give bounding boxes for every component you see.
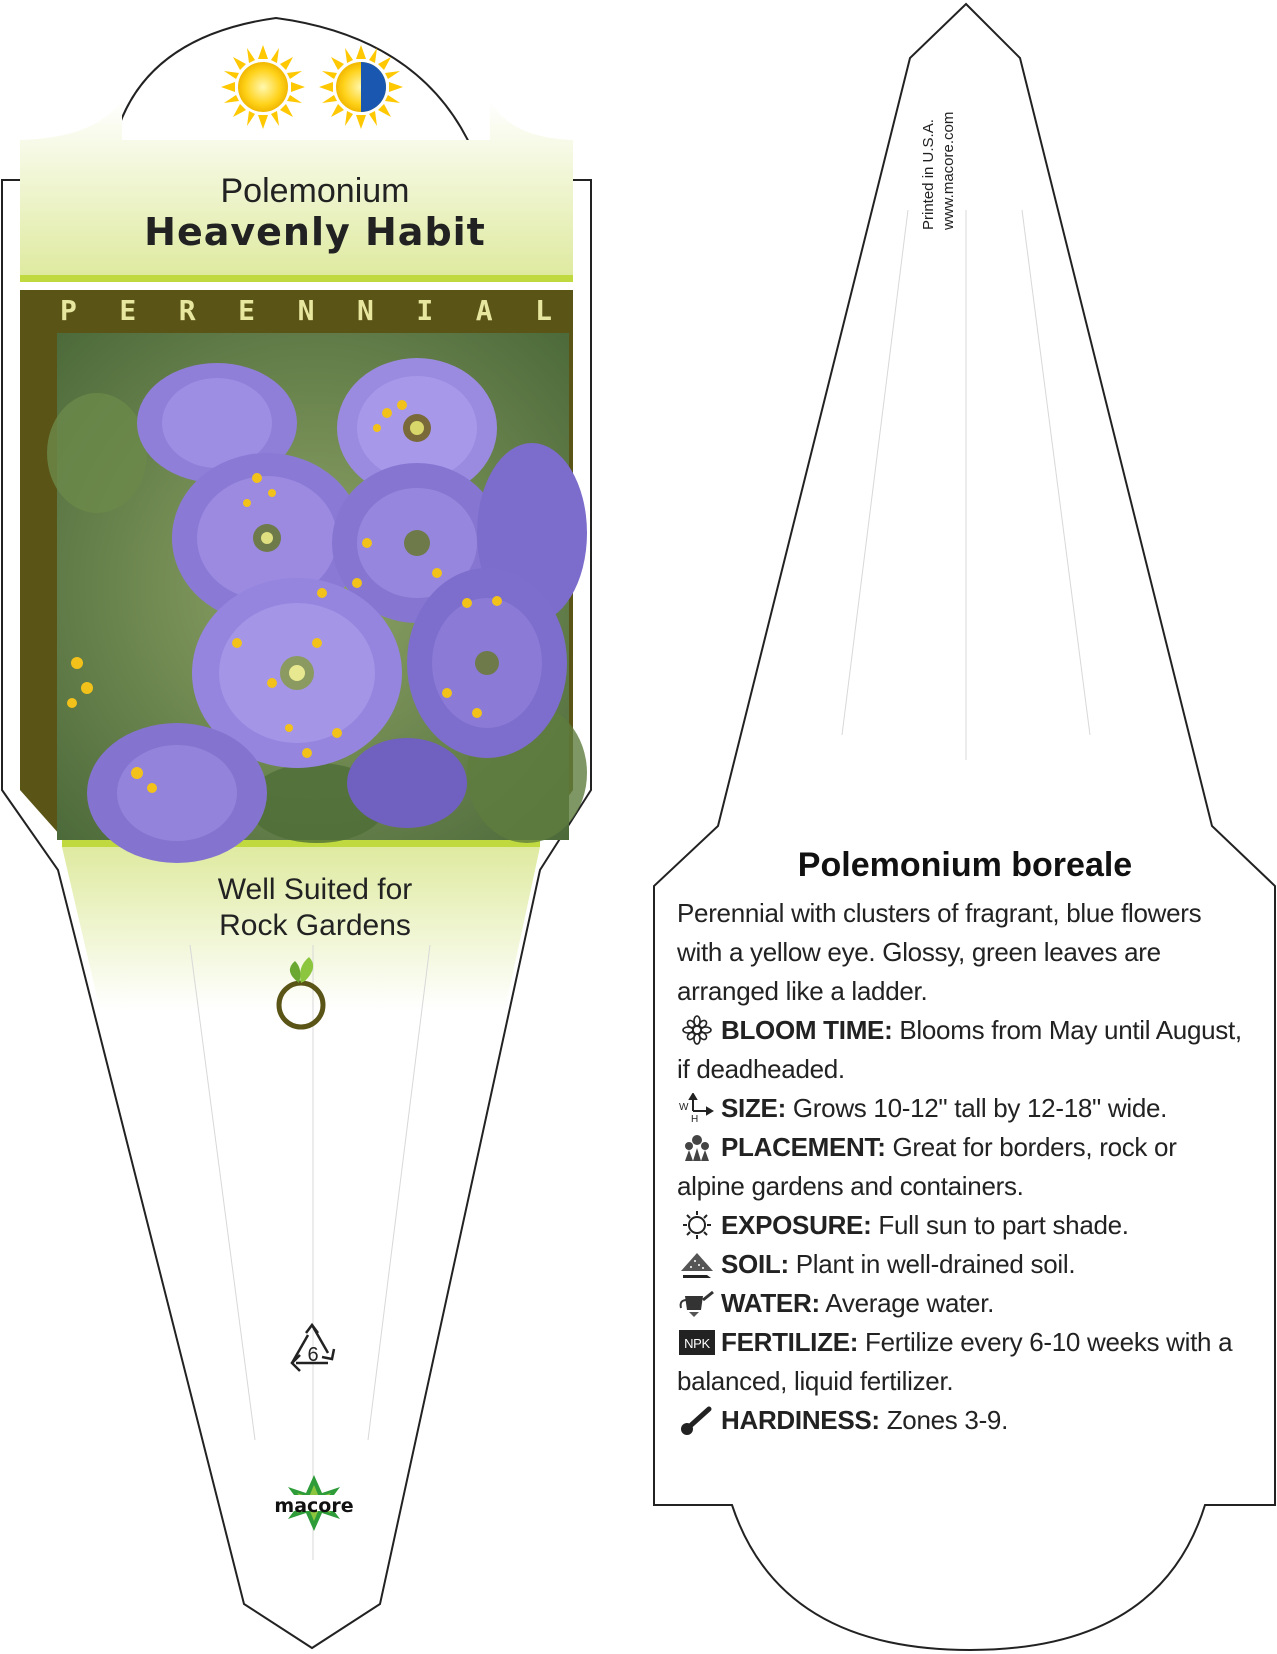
header-rule [20, 275, 573, 282]
care-text: Great for borders, rock or alpine gardens and containers. [677, 1132, 1177, 1201]
care-label: BLOOM TIME: [721, 1015, 893, 1045]
part-shade-icon [319, 45, 403, 129]
care-row-fertilize [677, 1323, 1247, 1401]
care-row-bloom [677, 1011, 1247, 1089]
tagline-line: Well Suited for [217, 873, 413, 906]
care-label: WATER: [721, 1288, 820, 1318]
care-label: HARDINESS: [721, 1405, 880, 1435]
size-mark-w: W [679, 1102, 689, 1113]
thermometer-icon [677, 1405, 717, 1435]
category-letter: I [416, 293, 434, 327]
variety-name: Heavenly Habit [144, 210, 486, 254]
care-label: SOIL: [721, 1249, 789, 1279]
care-row-exposure [677, 1206, 1247, 1245]
category-banner [36, 290, 576, 330]
care-label: PLACEMENT: [721, 1132, 886, 1162]
species-name: Polemonium boreale [797, 846, 1133, 884]
category-letter: A [475, 293, 493, 327]
sun-icon [677, 1210, 717, 1240]
care-row-soil [677, 1245, 1247, 1284]
description: Perennial with clusters of fragrant, blue flowers with a yellow eye. Glossy, green leaves are arranged like a ladder. [677, 898, 1202, 1006]
category-letter: R [178, 293, 196, 327]
category-letter: N [356, 293, 374, 327]
care-text: Average water. [819, 1288, 995, 1318]
size-icon [677, 1093, 717, 1123]
care-label: SIZE: [721, 1093, 786, 1123]
recycle-number: 6 [307, 1344, 319, 1366]
placement-icon [677, 1132, 717, 1162]
npk-label: NPK [684, 1336, 710, 1351]
care-row-placement [677, 1128, 1247, 1206]
category-letter: N [297, 293, 315, 327]
care-text: Zones 3-9. [879, 1405, 1009, 1435]
tagline-line: Rock Gardens [219, 909, 411, 942]
soil-icon [677, 1249, 717, 1279]
care-row-water [677, 1284, 1247, 1323]
care-text: Fertilize every 6-10 weeks with a balanced, liquid fertilizer. [677, 1327, 1233, 1396]
care-text: Full sun to part shade. [871, 1210, 1129, 1240]
care-row-hardiness [677, 1401, 1247, 1440]
npk-icon [677, 1327, 717, 1357]
care-text: Grows 10-12" tall by 12-18" wide. [785, 1093, 1168, 1123]
care-info [677, 894, 1247, 1440]
plant-name: Polemonium [220, 172, 410, 210]
printed-in: Printed in U.S.A. [920, 119, 937, 230]
website: www.macore.com [940, 111, 957, 230]
category-letter: L [535, 293, 552, 327]
care-text: Plant in well-drained soil. [788, 1249, 1076, 1279]
tagline [120, 872, 510, 944]
printer-credit [920, 40, 960, 230]
care-label: EXPOSURE: [721, 1210, 872, 1240]
size-mark-h: H [691, 1114, 698, 1123]
flower-icon [677, 1015, 717, 1045]
care-text: Blooms from May until August, if deadheaded. [677, 1015, 1242, 1084]
care-row-size [677, 1089, 1247, 1128]
full-sun-icon [221, 45, 305, 129]
watering-can-icon [677, 1288, 717, 1318]
category-letter: E [238, 293, 256, 327]
category-letter: P [60, 293, 77, 327]
brand-name: macore [274, 1495, 354, 1517]
flower-photo [47, 333, 587, 863]
care-label: FERTILIZE: [721, 1327, 859, 1357]
category-letter: E [119, 293, 137, 327]
